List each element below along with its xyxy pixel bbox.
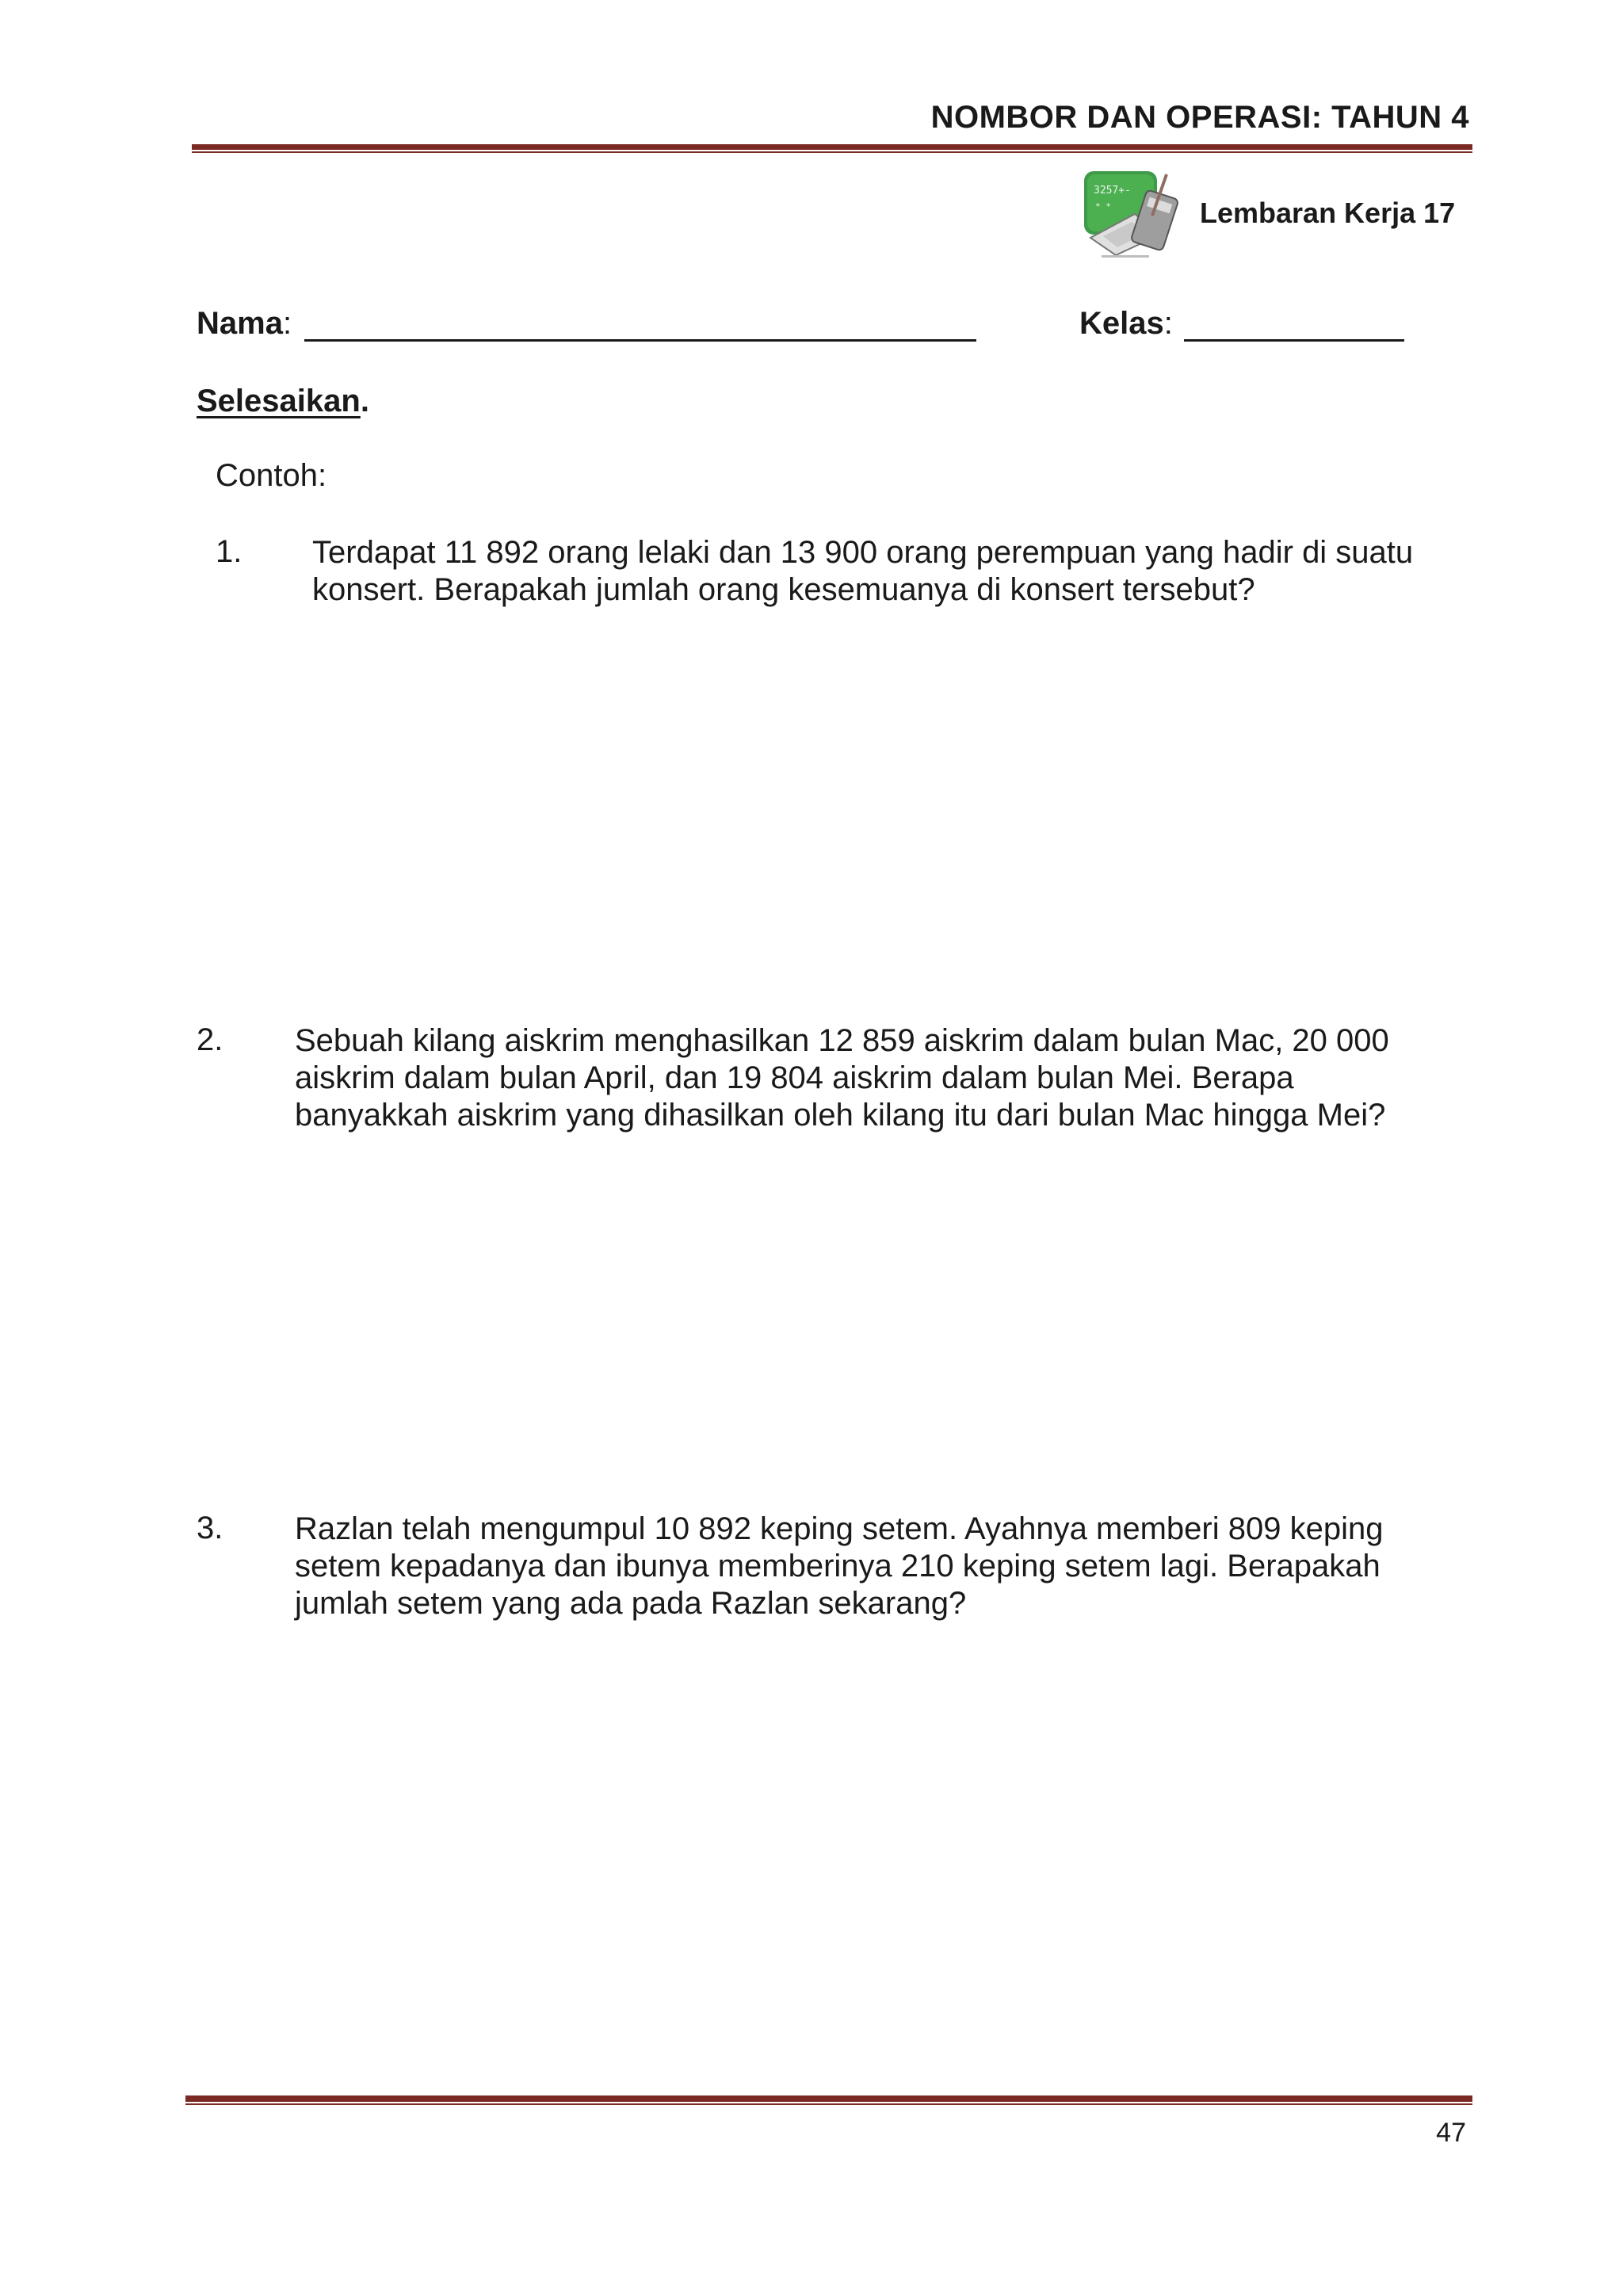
- name-label: Nama: [197, 306, 283, 341]
- question-3-text: [295, 1511, 1383, 1622]
- math-calculator-logo-icon: [1079, 166, 1184, 263]
- question-1-line-2: konsert. Berapakah jumlah orang kesemuanya di konsert tersebut?: [312, 572, 1255, 607]
- class-input-line[interactable]: [1184, 339, 1404, 342]
- question-3-line-2: setem kepadanya dan ibunya memberinya 210 keping setem lagi. Berapakah: [295, 1549, 1381, 1584]
- worksheet-label: Lembaran Kerja 17: [1200, 197, 1456, 229]
- svg-text:* *: * *: [1095, 201, 1111, 212]
- header-divider: [192, 144, 1472, 152]
- class-label: Kelas: [1079, 306, 1164, 341]
- name-separator: :: [282, 306, 292, 341]
- question-1-number: 1.: [216, 534, 242, 569]
- page-number: 47: [1436, 2118, 1466, 2148]
- name-input-line[interactable]: [304, 339, 976, 342]
- question-3-line-3: jumlah setem yang ada pada Razlan sekarang?: [295, 1586, 967, 1621]
- svg-text:3257+-: 3257+-: [1094, 185, 1131, 197]
- page-header-title: NOMBOR DAN OPERASI: TAHUN 4: [930, 100, 1469, 135]
- question-2-line-2: aiskrim dalam bulan April, dan 19 804 aiskrim dalam bulan Mei. Berapa: [295, 1060, 1294, 1095]
- footer-divider: [185, 2095, 1472, 2105]
- question-3-line-1: Razlan telah mengumpul 10 892 keping setem. Ayahnya memberi 809 keping: [295, 1511, 1384, 1546]
- example-label: Contoh:: [216, 458, 327, 493]
- question-2-number: 2.: [197, 1022, 223, 1057]
- question-1-line-1: Terdapat 11 892 orang lelaki dan 13 900 orang perempuan yang hadir di suatu: [312, 535, 1414, 570]
- question-2-line-1: Sebuah kilang aiskrim menghasilkan 12 859 aiskrim dalam bulan Mac, 20 000: [295, 1023, 1389, 1058]
- class-separator: :: [1163, 306, 1173, 341]
- question-2-text: [295, 1022, 1389, 1134]
- name-field-label: [197, 306, 292, 342]
- instruction-title: [197, 384, 369, 419]
- question-3-number: 3.: [197, 1511, 223, 1545]
- class-field-label: [1079, 306, 1173, 342]
- instruction-title-text: Selesaikan: [197, 384, 361, 418]
- instruction-title-period: .: [360, 384, 369, 418]
- question-1-text: [312, 534, 1413, 609]
- question-2-line-3: banyakkah aiskrim yang dihasilkan oleh kilang itu dari bulan Mac hingga Mei?: [295, 1098, 1386, 1133]
